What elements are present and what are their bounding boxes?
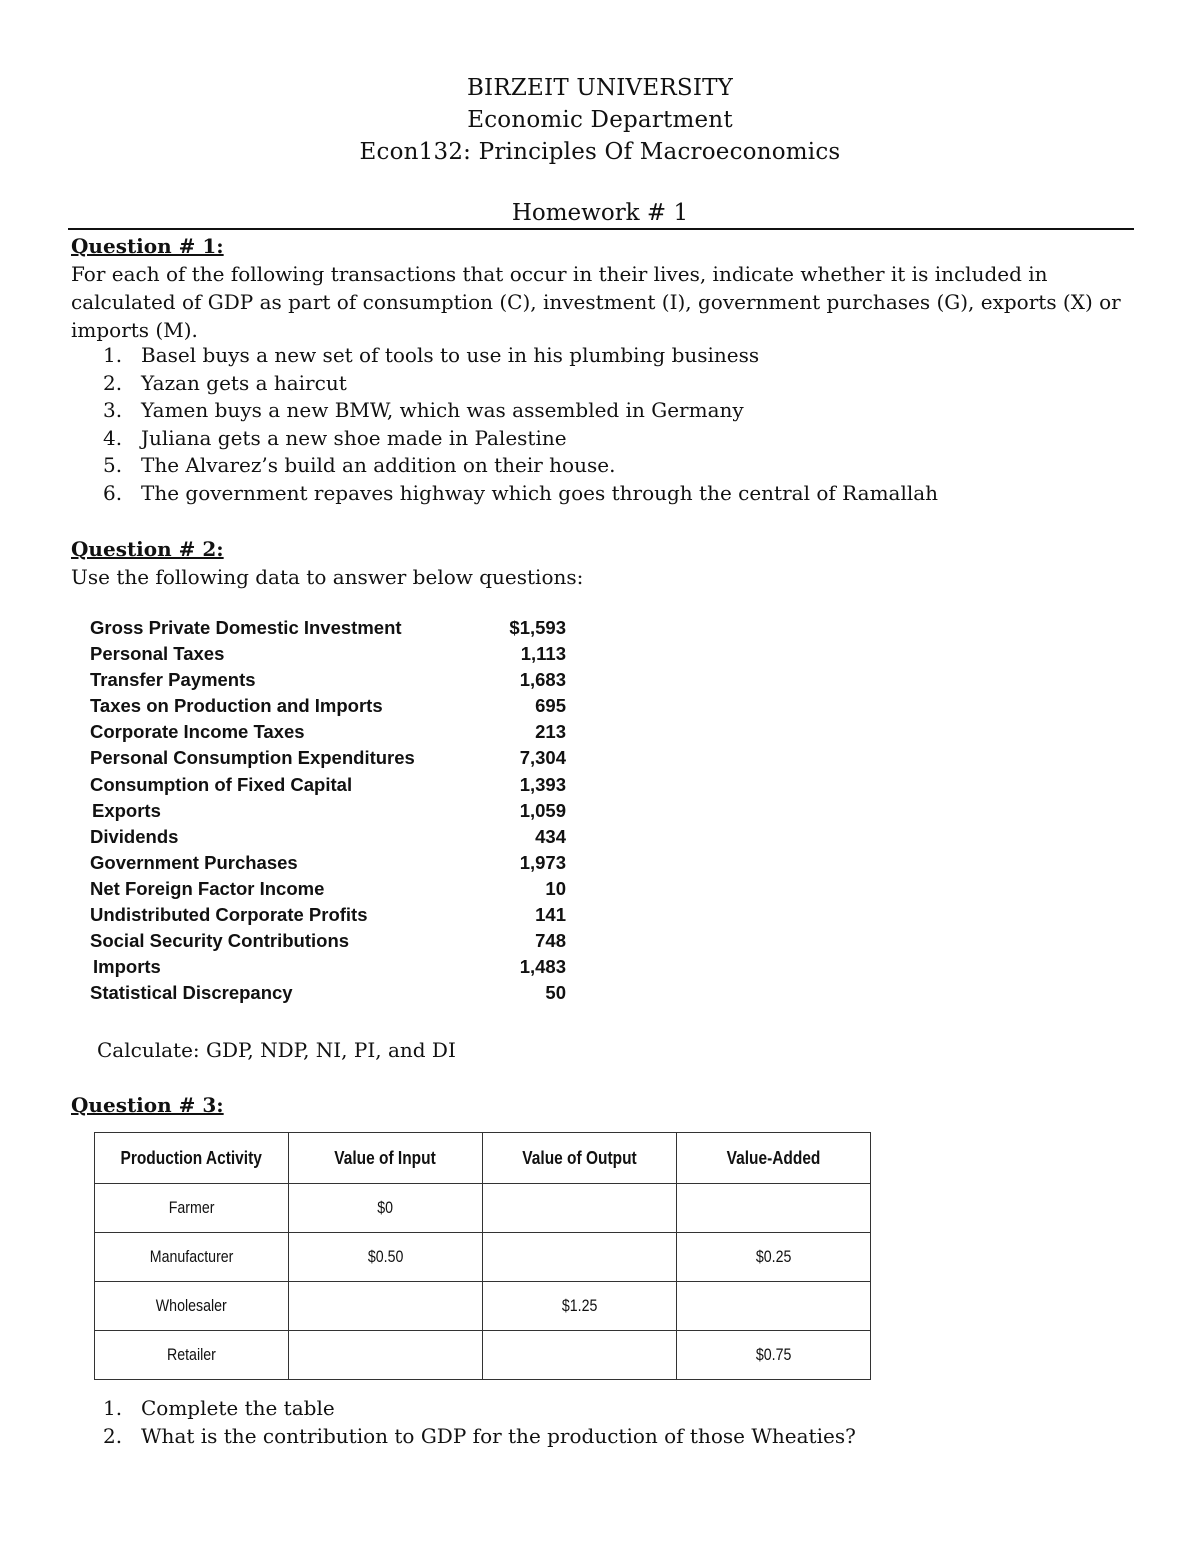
calculate-instruction: Calculate: GDP, NDP, NI, PI, and DI <box>97 1038 456 1062</box>
table-cell: $0.25 <box>677 1233 871 1282</box>
data-value: 748 <box>535 930 566 952</box>
department-name: Economic Department <box>467 107 733 133</box>
course-title: Econ132: Principles Of Macroeconomics <box>359 139 841 165</box>
table-cell <box>483 1331 677 1380</box>
data-row <box>90 719 566 745</box>
list-item-text: Yazan gets a haircut <box>141 370 347 395</box>
data-row <box>90 824 566 850</box>
question1-prompt: For each of the following transactions that occur in their lives, indicate whether it is included in calculated of GDP as part of consumption (C), investment (I), government purchases (G), exports (X) or imports (M). <box>71 262 1121 342</box>
list-item <box>103 1395 856 1423</box>
list-item <box>103 397 938 425</box>
list-item <box>103 425 938 453</box>
data-row <box>90 667 566 693</box>
data-label: Personal Taxes <box>90 643 225 665</box>
data-row <box>90 772 566 798</box>
table-cell: $0 <box>289 1184 483 1233</box>
column-header: Value of Input <box>289 1133 483 1184</box>
assignment-title: Homework # 1 <box>511 200 689 226</box>
table-cell: $0.50 <box>289 1233 483 1282</box>
university-name: BIRZEIT UNIVERSITY <box>466 75 734 101</box>
list-item <box>103 1423 856 1451</box>
data-label: Government Purchases <box>90 851 298 873</box>
list-item <box>103 480 938 508</box>
list-item-number: 1. <box>103 343 123 367</box>
list-item <box>103 342 938 370</box>
list-item-text: What is the contribution to GDP for the production of those Wheaties? <box>141 1423 856 1448</box>
table-cell: Farmer <box>95 1184 289 1233</box>
value-added-table <box>94 1132 871 1380</box>
question2-prompt: Use the following data to answer below questions: <box>71 565 584 589</box>
data-row <box>90 876 566 902</box>
data-label: Consumption of Fixed Capital <box>90 773 353 795</box>
data-label: Undistributed Corporate Profits <box>90 904 368 926</box>
data-row <box>90 954 566 980</box>
column-header: Value-Added <box>677 1133 871 1184</box>
list-item-text: Basel buys a new set of tools to use in his plumbing business <box>141 343 760 367</box>
table-header-row <box>95 1133 871 1184</box>
table-cell <box>483 1233 677 1282</box>
table-row <box>95 1184 871 1233</box>
data-row <box>90 902 566 928</box>
data-label: Dividends <box>90 825 179 847</box>
data-row <box>90 980 566 1006</box>
table-cell <box>289 1331 483 1380</box>
table-row <box>95 1331 871 1380</box>
table-row <box>95 1282 871 1331</box>
data-label: Corporate Income Taxes <box>90 721 305 743</box>
list-item-text: The Alvarez’s build an addition on their house. <box>141 453 616 478</box>
data-value: 7,304 <box>519 747 566 769</box>
data-label: Personal Consumption Expenditures <box>90 747 415 769</box>
data-value: 1,973 <box>519 851 566 873</box>
national-income-data <box>90 615 566 1006</box>
table-cell <box>483 1184 677 1233</box>
data-row <box>90 850 566 876</box>
list-item-number: 2. <box>103 370 123 395</box>
list-item-number: 5. <box>103 453 123 478</box>
data-label: Gross Private Domestic Investment <box>90 617 402 638</box>
data-label: Statistical Discrepancy <box>90 982 293 1004</box>
list-item-number: 3. <box>103 398 123 423</box>
data-value: 1,393 <box>519 773 566 795</box>
list-item <box>103 452 938 480</box>
list-item-number: 4. <box>103 425 123 450</box>
data-value: 434 <box>535 825 566 847</box>
data-label: Net Foreign Factor Income <box>90 877 325 899</box>
data-value: 213 <box>535 721 566 743</box>
list-item-number: 1. <box>103 1396 123 1420</box>
data-row <box>90 615 566 641</box>
table-cell: Manufacturer <box>95 1233 289 1282</box>
table-cell <box>677 1184 871 1233</box>
table-cell: Retailer <box>95 1331 289 1380</box>
list-item-text: The government repaves highway which goes through the central of Ramallah <box>141 480 939 505</box>
data-row <box>90 928 566 954</box>
data-row <box>90 745 566 771</box>
data-row <box>90 798 566 824</box>
data-row <box>90 693 566 719</box>
data-value: 10 <box>545 877 566 899</box>
data-label: Social Security Contributions <box>90 930 350 952</box>
data-value: 50 <box>545 982 566 1004</box>
question2-heading: Question # 2: <box>71 537 224 561</box>
data-label: Imports <box>93 956 161 978</box>
question3-heading: Question # 3: <box>71 1093 224 1117</box>
question3-list <box>103 1395 856 1450</box>
list-item-number: 2. <box>103 1423 123 1448</box>
data-value: 695 <box>535 695 566 717</box>
header-divider <box>68 228 1134 230</box>
table-cell <box>677 1282 871 1331</box>
question1-list <box>103 342 938 508</box>
table-cell: $1.25 <box>483 1282 677 1331</box>
data-label: Exports <box>92 799 161 821</box>
table-cell: $0.75 <box>677 1331 871 1380</box>
data-value: 1,483 <box>519 956 566 978</box>
question1-heading: Question # 1: <box>71 234 224 258</box>
data-value: 1,059 <box>519 799 566 821</box>
data-value: 1,683 <box>519 669 566 691</box>
table-cell <box>289 1282 483 1331</box>
list-item-text: Yamen buys a new BMW, which was assembled in Germany <box>141 398 744 423</box>
data-value: $1,593 <box>509 617 566 638</box>
data-value: 141 <box>535 904 566 926</box>
table-cell: Wholesaler <box>95 1282 289 1331</box>
list-item <box>103 370 938 398</box>
data-label: Transfer Payments <box>90 669 256 691</box>
table-row <box>95 1233 871 1282</box>
document-header <box>0 72 1200 168</box>
data-row <box>90 641 566 667</box>
data-value: 1,113 <box>520 643 566 665</box>
column-header: Production Activity <box>95 1133 289 1184</box>
list-item-text: Complete the table <box>141 1396 335 1420</box>
list-item-number: 6. <box>103 480 123 505</box>
list-item-text: Juliana gets a new shoe made in Palestine <box>141 425 567 450</box>
column-header: Value of Output <box>483 1133 677 1184</box>
data-label: Taxes on Production and Imports <box>90 695 383 717</box>
